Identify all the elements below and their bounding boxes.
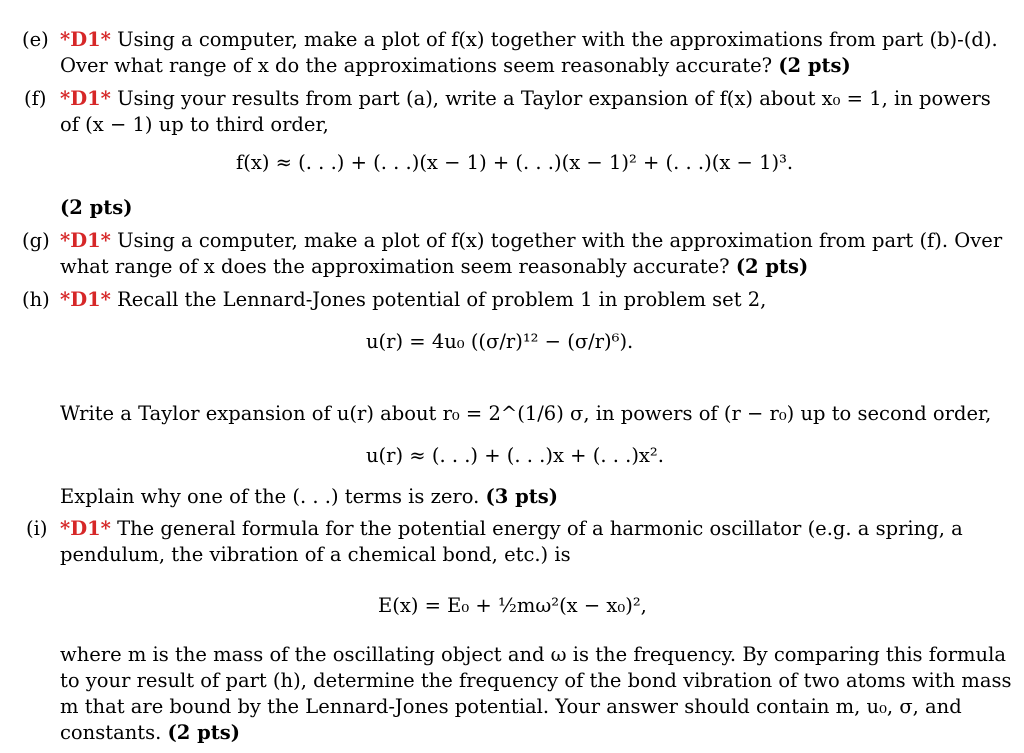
- item-text: Using your results from part (a), write a Taylor expansion of f(x) about x₀ = 1, in powers: [117, 87, 991, 110]
- item-text: to your result of part (h), determine the frequency of the bond vibration of two atoms with mass: [60, 669, 1012, 692]
- item-g-line1: [60, 229, 1002, 252]
- item-label: (f): [24, 87, 47, 110]
- item-text: pendulum, the vibration of a chemical bond, etc.) is: [60, 543, 571, 566]
- d1-tag: *D1*: [60, 87, 111, 110]
- item-text: Using a computer, make a plot of f(x) together with the approximation from part (f). Over: [117, 229, 1003, 252]
- equation: u(r) ≈ (. . .) + (. . .)x + (. . .)x².: [366, 444, 664, 467]
- points: (2 pts): [778, 54, 851, 77]
- item-g-line2: [60, 255, 808, 278]
- item-label: (h): [22, 288, 50, 311]
- item-f-line1: [60, 87, 991, 110]
- item-text: Over what range of x do the approximations seem reasonably accurate?: [60, 54, 773, 77]
- item-label: (e): [22, 28, 49, 51]
- item-label: (i): [26, 517, 48, 540]
- item-h-line1: [60, 288, 766, 311]
- item-text: m that are bound by the Lennard-Jones potential. Your answer should contain m, u₀, σ, and: [60, 695, 962, 718]
- item-text: Write a Taylor expansion of u(r) about r₀ = 2^(1/6) σ, in powers of (r − r₀) up to second order,: [60, 402, 992, 425]
- d1-tag: *D1*: [60, 229, 111, 252]
- points: (3 pts): [485, 485, 558, 508]
- item-label: (g): [22, 229, 50, 252]
- points: (2 pts): [167, 721, 240, 744]
- item-text: of (x − 1) up to third order,: [60, 113, 329, 136]
- d1-tag: *D1*: [60, 517, 111, 540]
- item-text: constants.: [60, 721, 162, 744]
- equation: u(r) = 4u₀ ((σ/r)¹² − (σ/r)⁶).: [366, 330, 634, 353]
- d1-tag: *D1*: [60, 28, 111, 51]
- item-f-points: [60, 196, 132, 219]
- item-text: Recall the Lennard-Jones potential of problem 1 in problem set 2,: [117, 288, 767, 311]
- item-e-line1: [60, 28, 998, 51]
- item-text: Explain why one of the (. . .) terms is zero.: [60, 485, 480, 508]
- item-text: The general formula for the potential energy of a harmonic oscillator (e.g. a spring, a: [117, 517, 963, 540]
- item-text: what range of x does the approximation seem reasonably accurate?: [60, 255, 730, 278]
- d1-tag: *D1*: [60, 288, 111, 311]
- item-text: Using a computer, make a plot of f(x) together with the approximations from part (b)-(d).: [117, 28, 998, 51]
- item-e-line2: [60, 54, 851, 77]
- item-i-line6: [60, 721, 240, 744]
- equation: f(x) ≈ (. . .) + (. . .)(x − 1) + (. . .)(x − 1)² + (. . .)(x − 1)³.: [236, 151, 794, 174]
- item-h-line3: [60, 485, 558, 508]
- item-i-line1: [60, 517, 963, 540]
- equation: E(x) = E₀ + ½mω²(x − x₀)²,: [378, 594, 647, 617]
- points: (2 pts): [735, 255, 809, 278]
- item-text: where m is the mass of the oscillating object and ω is the frequency. By comparing this formula: [60, 643, 1006, 666]
- points: (2 pts): [60, 196, 133, 219]
